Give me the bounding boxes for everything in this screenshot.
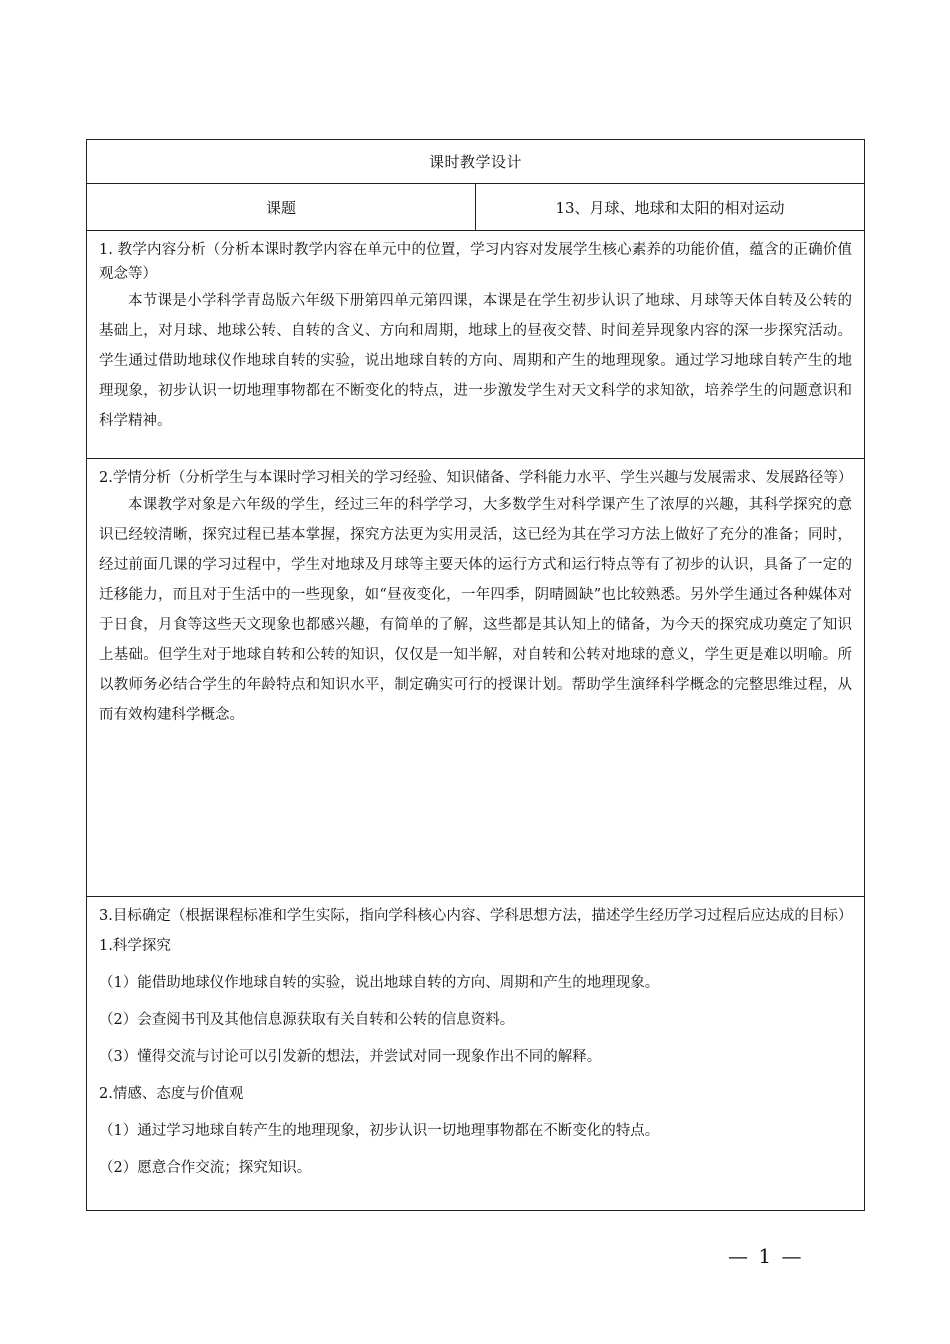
objective-item: （1）能借助地球仪作地球自转的实验，说出地球自转的方向、周期和产生的地理现象。: [99, 975, 660, 991]
objective-item: （3）懂得交流与讨论可以引发新的想法，并尝试对同一现象作出不同的解释。: [99, 1049, 602, 1065]
section-learner-analysis: [87, 459, 865, 897]
section-objectives: [87, 897, 865, 1211]
section1-heading: 1. 教学内容分析（分析本课时教学内容在单元中的位置，学习内容对发展学生核心素养的功能价值，蕴含的正确价值观念等）: [99, 242, 852, 282]
objective-item: （1）通过学习地球自转产生的地理现象，初步认识一切地理事物都在不断变化的特点。: [99, 1123, 660, 1139]
objective-item: （2）会查阅书刊及其他信息源获取有关自转和公转的信息资料。: [99, 1012, 515, 1028]
objective-item: 1.科学探究: [99, 938, 171, 954]
section2-heading: 2.学情分析（分析学生与本课时学习相关的学习经验、知识储备、学科能力水平、学生兴趣与发展需求、发展路径等）: [99, 470, 853, 486]
section3-heading: 3.目标确定（根据课程标准和学生实际，指向学科核心内容、学科思想方法，描述学生经历学习过程后应达成的目标）: [99, 908, 853, 924]
lesson-design-table: [86, 139, 865, 1211]
section1-body: 本节课是小学科学青岛版六年级下册第四单元第四课，本课是在学生初步认识了地球、月球等天体自转及公转的基础上，对月球、地球公转、自转的含义、方向和周期，地球上的昼夜交替、时间差异现象内容的深一步探究活动。学生通过借助地球仪作地球自转的实验，说出地球自转的方向、周期和产生的地理现象。通过学习地球自转产生的地理现象，初步认识一切地理事物都在不断变化的特点，进一步激发学生对天文科学的求知欲，培养学生的问题意识和科学精神。: [99, 293, 852, 429]
objective-item: 2.情感、态度与价值观: [99, 1086, 244, 1102]
topic-value: 13、月球、地球和太阳的相对运动: [476, 184, 865, 231]
objective-item: （2）愿意合作交流；探究知识。: [99, 1160, 312, 1176]
table-title: 课时教学设计: [87, 140, 865, 184]
topic-label: 课题: [87, 184, 476, 231]
page-number: — 1 —: [728, 1244, 804, 1268]
section-content-analysis: [87, 231, 865, 459]
section2-body: 本课教学对象是六年级的学生，经过三年的科学学习，大多数学生对科学课产生了浓厚的兴趣，其科学探究的意识已经较清晰，探究过程已基本掌握，探究方法更为实用灵活，这已经为其在学习方法上做好了充分的准备；同时，经过前面几课的学习过程中，学生对地球及月球等主要天体的运行方式和运行特点等有了初步的认识，具备了一定的迁移能力，而且对于生活中的一些现象，如“昼夜变化，一年四季，阴晴圆缺”也比较熟悉。另外学生通过各种媒体对于日食，月食等这些天文现象也都感兴趣，有简单的了解，这些都是其认知上的储备，为今天的探究成功奠定了知识上基础。但学生对于地球自转和公转的知识，仅仅是一知半解，对自转和公转对地球的意义，学生更是难以明喻。所以教师务必结合学生的年龄特点和知识水平，制定确实可行的授课计划。帮助学生演绎科学概念的完整思维过程，从而有效构建科学概念。: [99, 497, 852, 723]
